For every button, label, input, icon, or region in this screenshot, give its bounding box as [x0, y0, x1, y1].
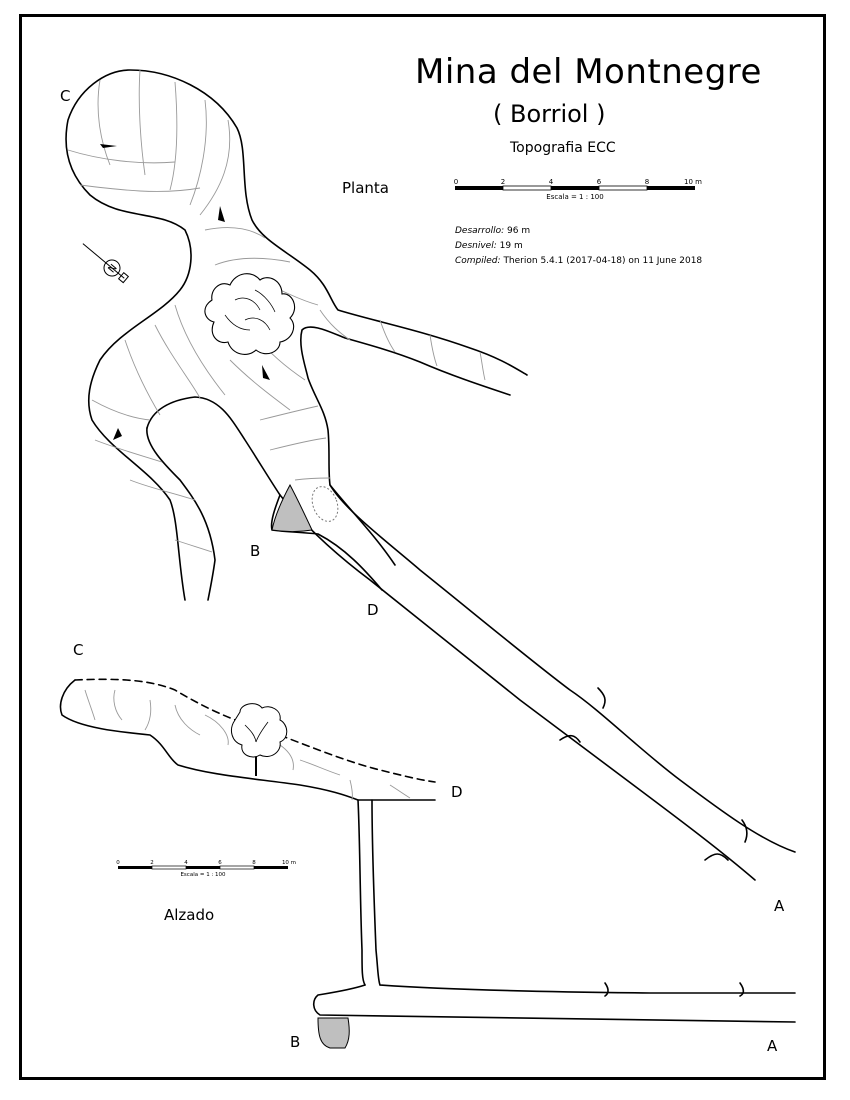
elev-point-c: C: [73, 641, 84, 659]
svg-text:N: N: [106, 262, 120, 276]
plan-view-label: Planta: [342, 179, 389, 197]
elev-pit-fill: [318, 1018, 349, 1048]
plan-tree-icon: [205, 274, 295, 355]
info-length-label: Desarrollo:: [455, 226, 505, 236]
plan-point-c: C: [60, 87, 71, 105]
elev-shaft: [358, 800, 365, 985]
elev-lower-gallery: [314, 985, 795, 1022]
plan-scale-tick-2: 2: [500, 178, 506, 186]
elev-scale-tick-8: 8: [252, 860, 256, 866]
info-compiled-value: Therion 5.4.1 (2017-04-18) on 11 June 2018: [503, 256, 703, 266]
elev-scale-tick-4: 4: [184, 860, 188, 866]
plan-scale-tick-8: 8: [644, 178, 650, 186]
plan-scale-tick-10: 10 m: [684, 178, 702, 186]
plan-scale-bar: [454, 178, 702, 201]
info-depth-label: Desnivel:: [455, 241, 497, 251]
plan-point-b: B: [250, 542, 261, 560]
plan-point-a: A: [774, 897, 785, 915]
plan-dotted-outline: [308, 483, 343, 525]
elev-point-d: D: [451, 783, 463, 801]
plan-scale-tick-0: 0: [453, 178, 459, 186]
plan-passage-upper-wall: [147, 397, 755, 880]
info-compiled-label: Compiled:: [455, 256, 501, 266]
north-arrow-icon: [78, 237, 131, 285]
plan-passage-lower-wall: [301, 327, 795, 852]
map-subtitle: ( Borriol ): [493, 100, 606, 128]
elev-scale-tick-6: 6: [218, 860, 222, 866]
info-length-value: 96 m: [507, 226, 531, 236]
plan-scale-tick-4: 4: [548, 178, 554, 186]
elevation-view-label: Alzado: [164, 906, 215, 924]
elev-point-b: B: [290, 1033, 301, 1051]
elev-scale-tick-10: 10 m: [281, 860, 297, 866]
plan-point-d: D: [367, 601, 379, 619]
survey-credit: Topografia ECC: [510, 140, 616, 156]
elev-scale-tick-2: 2: [150, 860, 154, 866]
elevation-view: [61, 679, 795, 1022]
elevation-scale-bar: [116, 860, 296, 878]
info-depth-value: 19 m: [499, 241, 523, 251]
plan-view: [66, 70, 795, 880]
plan-scale-caption: Escala = 1 : 100: [546, 193, 604, 201]
plan-scale-tick-6: 6: [596, 178, 602, 186]
elevation-tree-icon: [231, 704, 286, 776]
elev-scale-caption: Escala = 1 : 100: [180, 872, 226, 878]
map-title: Mina del Montnegre: [415, 52, 762, 92]
elev-point-a: A: [767, 1037, 778, 1055]
elev-scale-tick-0: 0: [116, 860, 120, 866]
